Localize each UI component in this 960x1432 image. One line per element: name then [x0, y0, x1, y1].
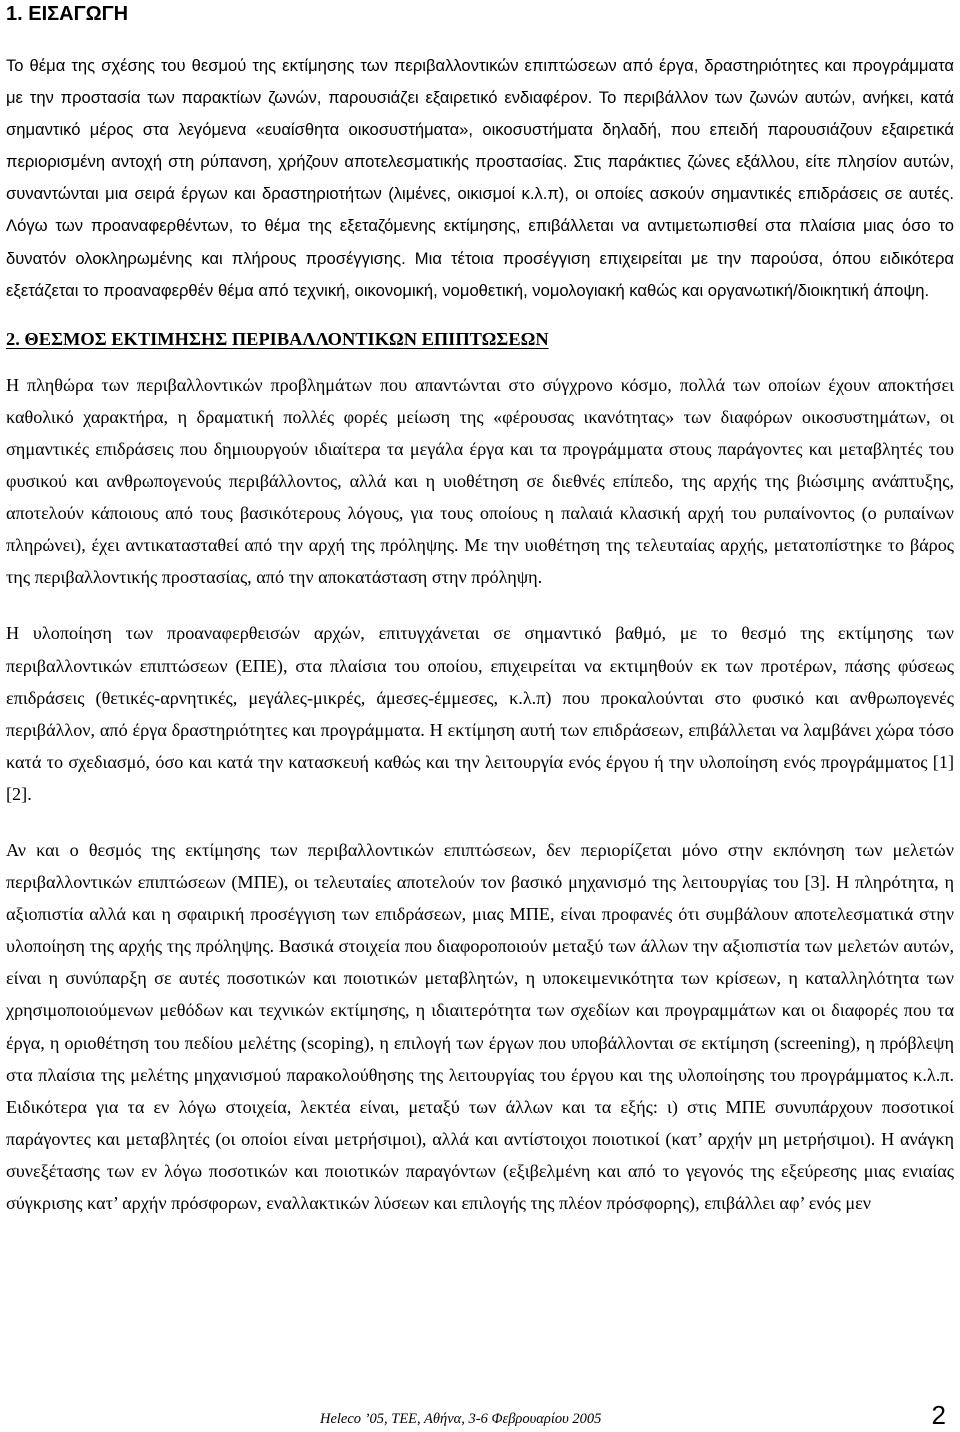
intro-paragraph-part-1: Το θέμα της σχέσης του θεσμού της εκτίμησης των περιβαλλοντικών επιπτώσεων από έργα, δραστηριότητες και προγράμματα με την προστασία των παρακτίων ζωνών, παρουσιάζει εξαιρετικό ενδιαφέρον. Το περιβάλλον των ζωνών αυτών, ανήκει, κατά σημαντικό μέρος στα λεγόμενα «ευαίσθητα οικοσυστήματα», οικοσυστήματα δηλαδή, που επειδή παρουσιάζουν εξαιρετικά περιορισμένη αντοχή στη ρύπανση, χρήζουν αποτελεσματικής προστασίας. Στις παράκτιες ζώνες εξάλλου, είτε πλησίον αυτών, συναντώνται μια σειρά έργων και δραστηριοτήτων (λιμένες, οικισμοί κ.λ.π), οι οποίες ασκούν σημαντικές επιδράσεις σε αυτές. — [6, 56, 954, 204]
section-2-paragraph-1: Η πληθώρα των περιβαλλοντικών προβλημάτων που απαντώνται στο σύγχρονο κόσμο, πολλά των οποίων έχουν αποκτήσει καθολικό χαρακτήρα, η δραματική πολλές φορές μείωση της «φέρουσας ικανότητας» των διαφόρων οικοσυστημάτων, οι σημαντικές επιδράσεις που δημιουργούν ιδιαίτερα τα μεγάλα έργα και τα προγράμματα στους παράγοντες και μεταβλητές του φυσικού και ανθρωπογενούς περιβάλλοντος, αλλά και η υιοθέτηση σε διεθνές επίπεδο, της αρχής της βιώσιμης ανάπτυξης, αποτελούν κάποιους από τους βασικότερους λόγους, για τους οποίους η παλαιά κλασική αρχή του ρυπαίνοντος (ο ρυπαίνων πληρώνει), έχει αντικατασταθεί από την αρχή της πρόληψης. Με την υιοθέτηση της τελευταίας αρχής, μετατοπίστηκε το βάρος της περιβαλλοντικής προστασίας, από την αποκατάσταση στην πρόληψη. — [6, 374, 954, 588]
page-number: 2 — [931, 1400, 946, 1430]
footer-conference-text: Heleco ’05, ΤΕΕ, Αθήνα, 3-6 Φεβρουαρίου 2005 — [320, 1411, 602, 1427]
document-page — [6, 0, 954, 1219]
section-1-heading: 1. ΕΙΣΑΓΩΓΗ — [6, 3, 129, 25]
section-2-paragraph-3: Αν και ο θεσμός της εκτίμησης των περιβαλλοντικών επιπτώσεων, δεν περιορίζεται μόνο στην εκπόνηση των μελετών περιβαλλοντικών επιπτώσεων (ΜΠΕ), οι τελευταίες αποτελούν τον βασικό μηχανισμό της λειτουργίας του [3]. Η πληρότητα, η αξιοπιστία αλλά και η σφαιρική προσέγγιση των επιδράσεων, μιας ΜΠΕ, είναι προφανές ότι συμβάλουν αποτελεσματικά στην υλοποίηση της αρχής της πρόληψης. Βασικά στοιχεία που διαφοροποιούν μεταξύ των άλλων την αξιοπιστία των μελετών αυτών, είναι η συνύπαρξη σε αυτές ποσοτικών και ποιοτικών μεταβλητών, η υποκειμενικότητα των κρίσεων, η καταλληλότητα των χρησιμοποιούμενων μεθόδων και τεχνικών εκτίμησης, η ιδιαιτερότητα των σχεδίων και προγραμμάτων και οι διαφορές που τα έργα, η οριοθέτηση του πεδίου μελέτης (scoping), η επιλογή των έργων που υποβάλλονται σε εκτίμηση (screening), η πρόβλεψη στα πλαίσια της μελέτης μηχανισμού παρακολούθησης της λειτουργίας του έργου και της υλοποίησης του προγράμματος κ.λ.π. Ειδικότερα για τα εν λόγω στοιχεία, λεκτέα είναι, μεταξύ των άλλων και τα εξής: ι) στις ΜΠΕ συνυπάρχουν ποσοτικοί παράγοντες και μεταβλητές (οι οποίοι είναι μετρήσιμοι), αλλά και αντίστοιχοι ποιοτικοί (κατ’ αρχήν μη μετρήσιμοι). Η ανάγκη συνεξέτασης των εν λόγω ποσοτικών και ποιοτικών παραγόντων (εξιβελμένη και από το γεγονός της εξεύρεσης μιας ενιαίας σύγκρισης κατ’ αρχήν πρόσφορων, εναλλακτικών λύσεων και επιλογής της πλέον πρόσφορης), επιβάλλει αφ’ ενός μεν — [6, 839, 954, 1213]
intro-paragraph — [6, 50, 954, 307]
section-2-paragraph-2: Η υλοποίηση των προαναφερθεισών αρχών, επιτυγχάνεται σε σημαντικό βαθμό, με το θεσμό της εκτίμησης των περιβαλλοντικών επιπτώσεων (ΕΠΕ), στα πλαίσια του οποίου, επιχειρείται να εκτιμηθούν εκ των προτέρων, πάσης φύσεως επιδράσεις (θετικές-αρνητικές, μεγάλες-μικρές, άμεσες-έμμεσες, κ.λ.π) που προκαλούνται στο φυσικό και ανθρωπογενές περιβάλλον, από έργα δραστηριότητες και προγράμματα. Η εκτίμηση αυτή των επιδράσεων, επιβάλλεται να λαμβάνει χώρα τόσο κατά το σχεδιασμό, όσο και κατά την κατασκευή καθώς και την λειτουργία ενός έργου ή την υλοποίηση ενός προγράμματος [1][2]. — [6, 623, 954, 804]
page-footer — [0, 1400, 948, 1430]
section-2-heading: 2. ΘΕΣΜΟΣ ΕΚΤΙΜΗΣΗΣ ΠΕΡΙΒΑΛΛΟΝΤΙΚΩΝ ΕΠΙΠΤΩΣΕΩΝ — [6, 328, 549, 349]
intro-paragraph-part-2: Λόγω των προαναφερθέντων, το θέμα της εξεταζόμενης εκτίμησης, επιβάλλεται να αντιμετωπισθεί στα πλαίσια μιας όσο το δυνατόν ολοκληρωμένης και πλήρους προσέγγισης. Μια τέτοια προσέγγιση επιχειρείται με την παρούσα, όπου ειδικότερα εξετάζεται το προαναφερθέν θέμα από τεχνική, οικονομική, νομοθετική, νομολογιακή καθώς και οργανωτική/διοικητική άποψη. — [6, 216, 954, 300]
